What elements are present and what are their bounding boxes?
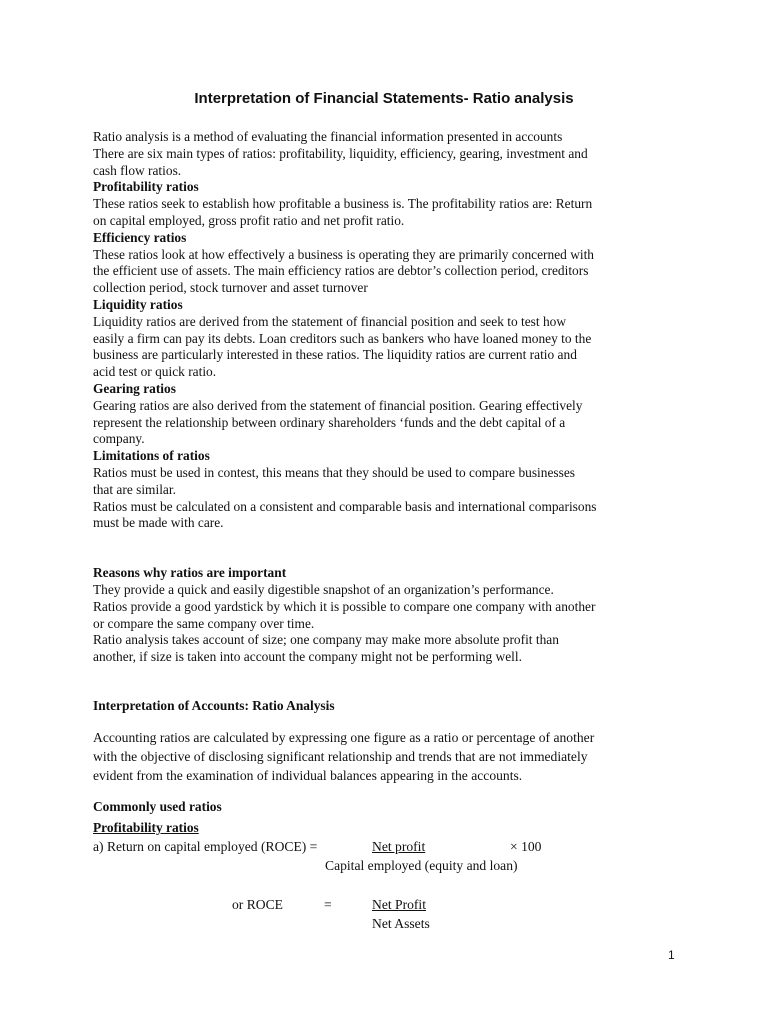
section-line: Ratios must be calculated on a consistent and comparable basis and international comparisons [93, 498, 597, 514]
spacer [93, 532, 693, 565]
reason-line: Ratio analysis takes account of size; one company may make more absolute profit than [93, 632, 559, 648]
alt-roce-label: or ROCE [232, 897, 283, 912]
section-line: the efficient use of assets. The main efficiency ratios are debtor’s collection period, creditors [93, 263, 589, 279]
section-line: acid test or quick ratio. [93, 364, 217, 380]
section-heading-profitability: Profitability ratios [93, 179, 199, 195]
section-heading-limitations: Limitations of ratios [93, 448, 210, 464]
intro-line: There are six main types of ratios: profitability, liquidity, efficiency, gearing, investment and [93, 145, 588, 161]
reason-line: another, if size is taken into account the company might not be performing well. [93, 649, 522, 665]
profitability-subheading: Profitability ratios [93, 820, 199, 835]
commonly-used-block [93, 799, 693, 815]
roce-denominator: Capital employed (equity and loan) [325, 858, 518, 873]
interpretation-heading-block [93, 698, 693, 714]
section-line: must be made with care. [93, 515, 224, 531]
reason-line: or compare the same company over time. [93, 615, 315, 631]
section-heading-liquidity: Liquidity ratios [93, 296, 183, 312]
section-heading-gearing: Gearing ratios [93, 380, 176, 396]
section-line: company. [93, 431, 145, 447]
interpretation-line: Accounting ratios are calculated by expressing one figure as a ratio or percentage of another [93, 730, 595, 745]
interpretation-line: with the objective of disclosing significant relationship and trends that are not immediately [93, 749, 588, 764]
page-number: 1 [668, 948, 675, 962]
section-line: business are particularly interested in these ratios. The liquidity ratios are current ratio and [93, 347, 577, 363]
alt-roce-numerator: Net Profit [372, 897, 426, 912]
section-line: These ratios look at how effectively a business is operating they are primarily concerned with [93, 246, 594, 262]
intro-line: cash flow ratios. [93, 162, 182, 178]
reason-line: Ratios provide a good yardstick by which it is possible to compare one company with another [93, 598, 596, 614]
section-line: collection period, stock turnover and asset turnover [93, 280, 368, 296]
roce-multiplier: × 100 [510, 839, 542, 854]
section-line: represent the relationship between ordinary shareholders ‘funds and the debt capital of a [93, 414, 566, 430]
document-title: Interpretation of Financial Statements- Ratio analysis [194, 90, 574, 107]
section-line: Ratios must be used in contest, this means that they should be used to compare businesses [93, 464, 575, 480]
section-line: on capital employed, gross profit ratio and net profit ratio. [93, 212, 405, 228]
section-heading-efficiency: Efficiency ratios [93, 229, 187, 245]
interpretation-paragraph [93, 728, 693, 785]
section-line: Liquidity ratios are derived from the statement of financial position and seek to test how [93, 313, 567, 329]
section-line: that are similar. [93, 481, 176, 497]
section-heading-reasons: Reasons why ratios are important [93, 565, 287, 581]
alt-roce-denominator: Net Assets [372, 916, 430, 931]
intro-line: Ratio analysis is a method of evaluating the financial information presented in accounts [93, 129, 563, 144]
interpretation-line: evident from the examination of individual balances appearing in the accounts. [93, 768, 523, 783]
roce-numerator: Net profit [372, 839, 426, 854]
commonly-used-heading: Commonly used ratios [93, 799, 222, 814]
section-line: These ratios seek to establish how profitable a business is. The profitability ratios are: Return [93, 196, 593, 212]
interpretation-heading: Interpretation of Accounts: Ratio Analysis [93, 698, 335, 713]
main-text-block [93, 129, 693, 666]
section-line: easily a firm can pay its debts. Loan creditors such as bankers who have loaned money to the [93, 330, 592, 346]
reason-line: They provide a quick and easily digestible snapshot of an organization’s performance. [93, 581, 554, 597]
profitability-subheading-block [93, 820, 693, 836]
alt-roce-equals: = [324, 897, 332, 912]
section-line: Gearing ratios are also derived from the statement of financial position. Gearing effectively [93, 397, 583, 413]
roce-label: a) Return on capital employed (ROCE) = [93, 839, 318, 854]
